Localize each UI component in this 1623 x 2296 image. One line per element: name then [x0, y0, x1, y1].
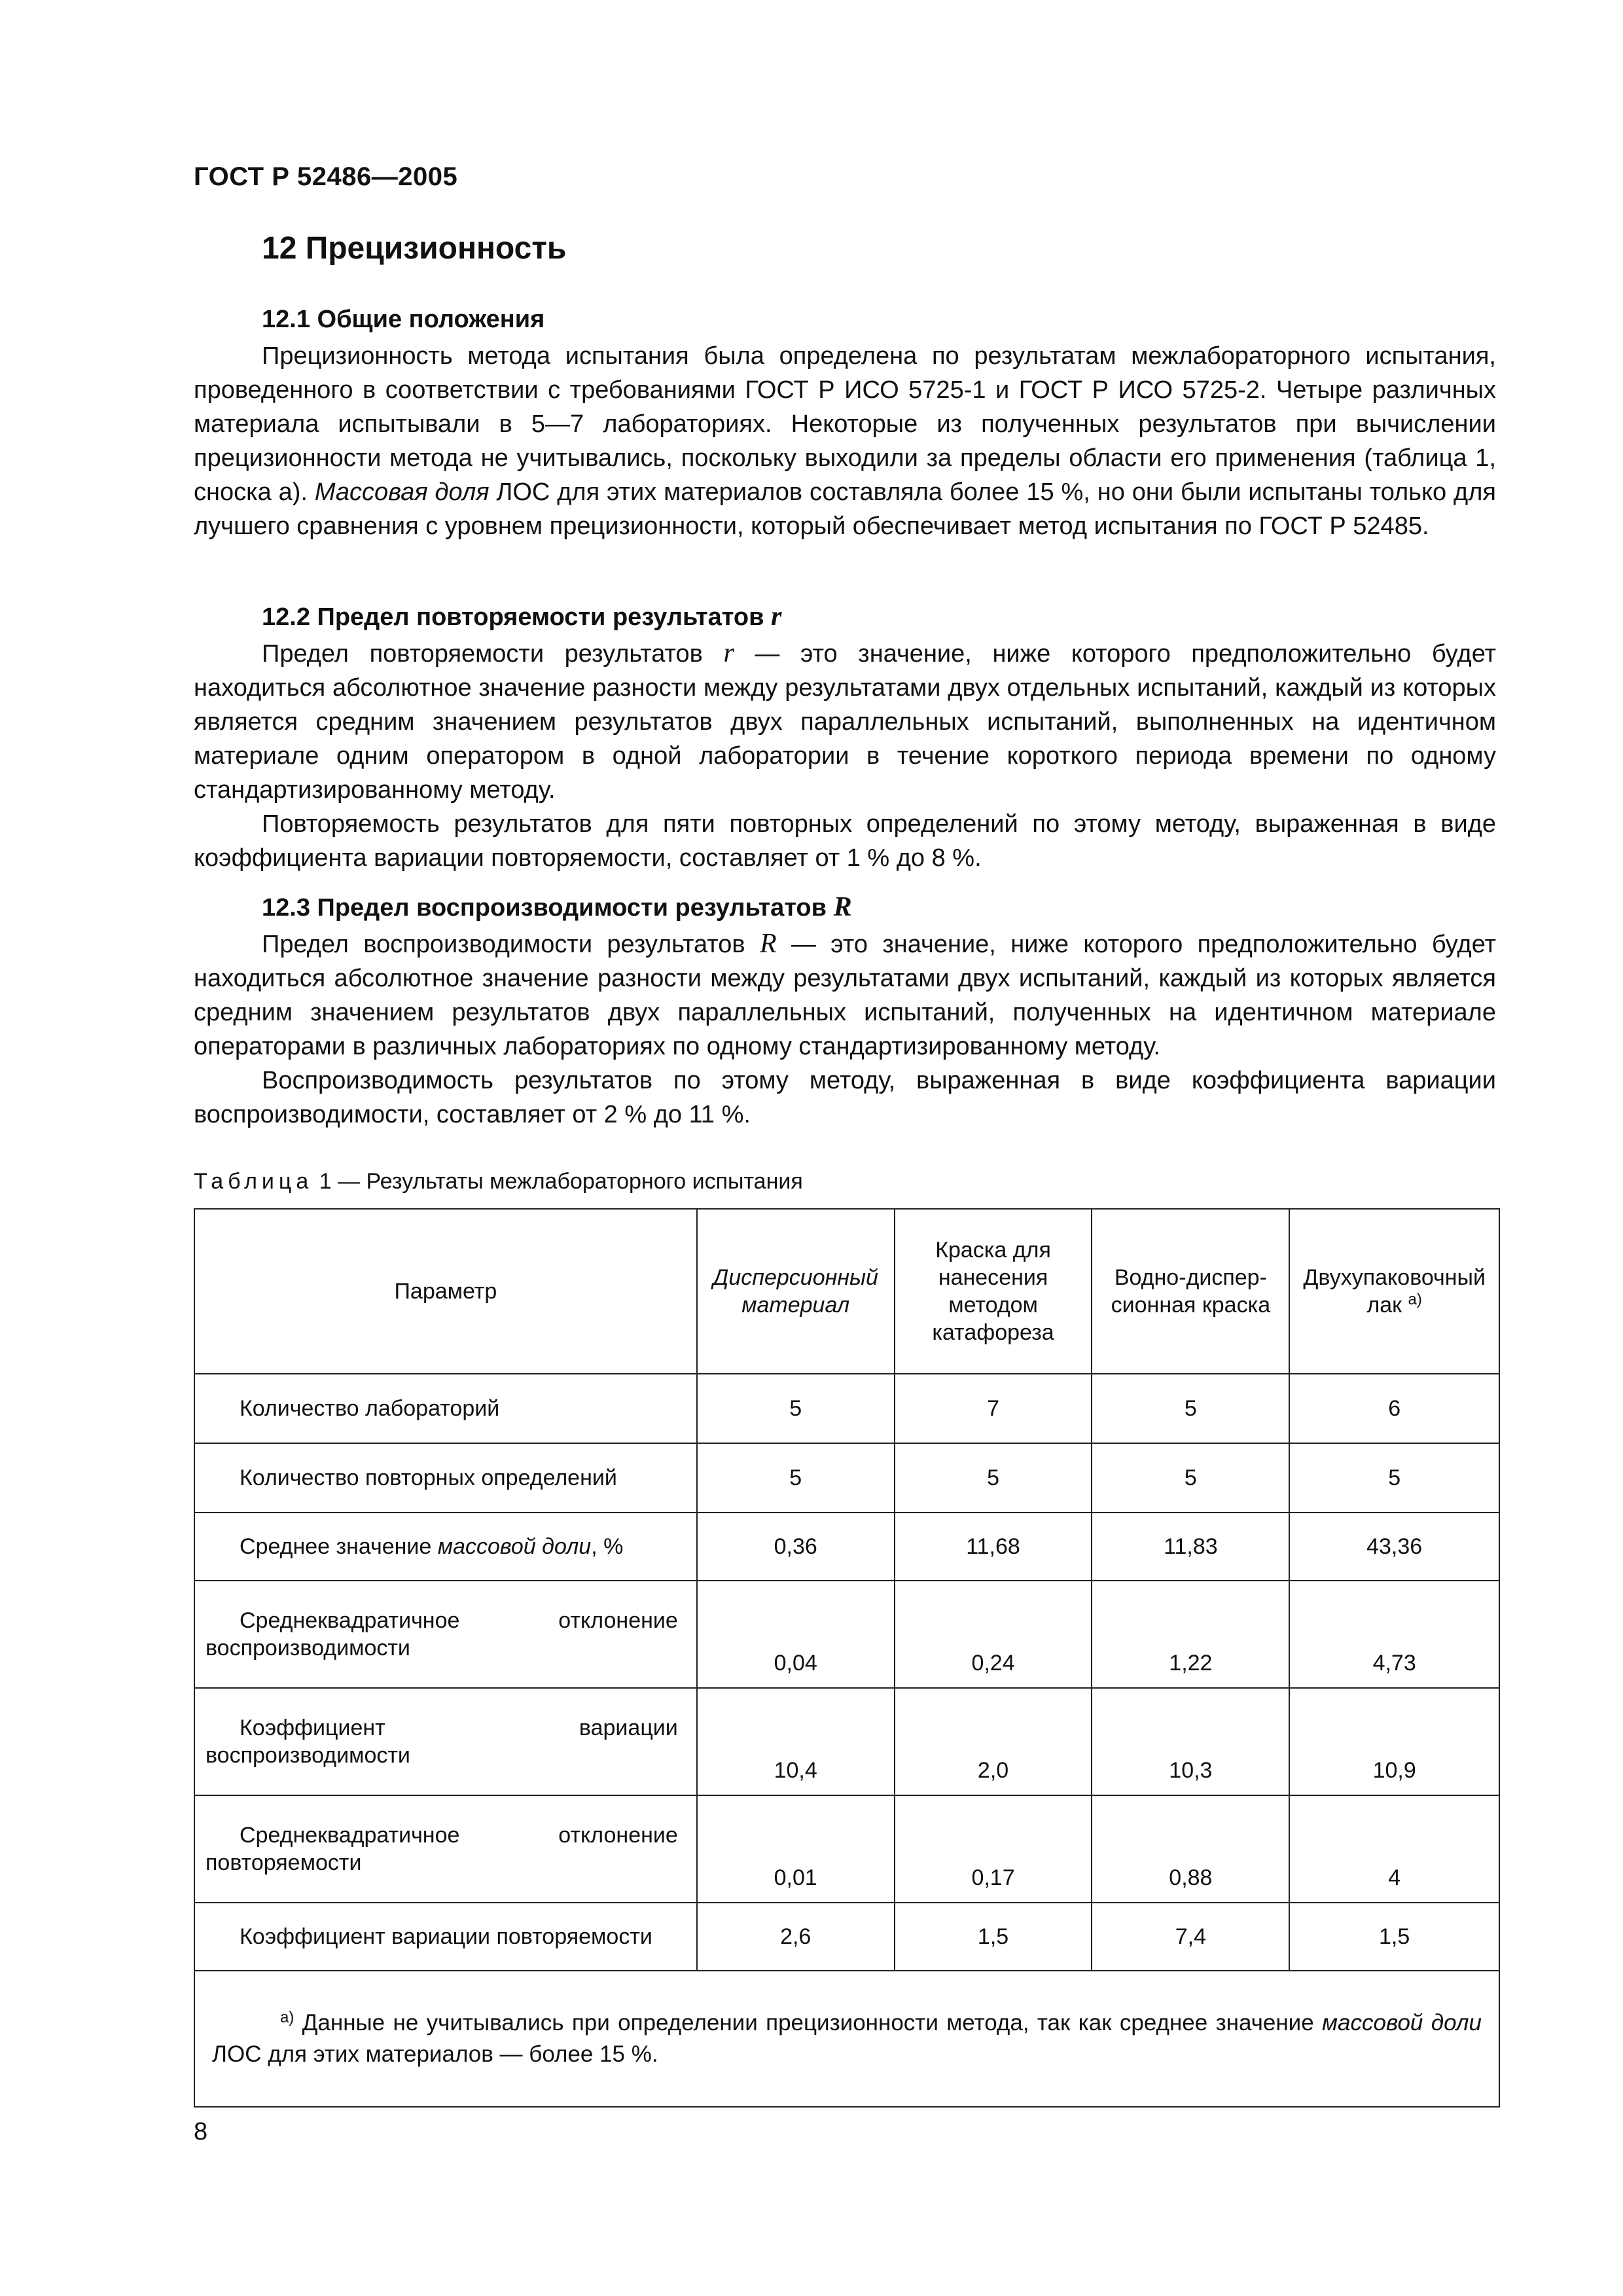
table-cell: 1,5 [895, 1903, 1092, 1971]
table-row [194, 1443, 1499, 1513]
table-cell: 0,01 [697, 1795, 895, 1903]
table-row [194, 1374, 1499, 1443]
table-cell: 0,17 [895, 1795, 1092, 1903]
page-number: 8 [194, 2118, 208, 2145]
table-cell: 1,5 [1289, 1903, 1499, 1971]
row-label: Коэффициент вариации повторяемости [194, 1903, 697, 1971]
paragraph-general: Прецизионность метода испытания была определена по результатам межлабораторного испытания, проведенного в соответствии с требованиями ГОСТ Р ИСО 5725-1 и ГОСТ Р ИСО 5725-2. Четыре различных материала испытывали в 5—7 лабораториях. Некоторые из полученных результатов при вычислении прецизионности метода не учитывались, поскольку выходили за пределы области его применения (таблица 1, сноска а). Массовая доля ЛОС для этих материалов составляла более 15 %, но они были испытаны только для лучшего сравнения с уровнем прецизионности, который обеспечивает метод испытания по ГОСТ Р 52485. [194, 342, 1496, 540]
table-cell: 0,24 [895, 1581, 1092, 1688]
table-cell: 5 [895, 1443, 1092, 1513]
table-row [194, 1581, 1499, 1688]
column-header-waterborne-paint: Водно-диспер-сионная краска [1092, 1209, 1289, 1374]
table-cell: 11,83 [1092, 1513, 1289, 1581]
table-cell: 7,4 [1092, 1903, 1289, 1971]
table-cell: 43,36 [1289, 1513, 1499, 1581]
row-label: Количество повторных определений [194, 1443, 697, 1513]
table-row [194, 1903, 1499, 1971]
table-header-row [194, 1209, 1499, 1374]
column-header-parameter: Параметр [194, 1209, 697, 1374]
table-cell: 2,6 [697, 1903, 895, 1971]
paragraph-reproducibility-value: Воспроизводимость результатов по этому методу, выраженная в виде коэффициента вариации воспроизводимости, составляет от 2 % до 11 %. [194, 1067, 1496, 1128]
table-cell: 5 [697, 1374, 895, 1443]
paragraph-repeatability-definition: Предел повторяемости результатов r — это значение, ниже которого предположительно будет находиться абсолютное значение разности между результатами двух отдельных испытаний, каждый из которых является средним значением результатов двух параллельных испытаний, выполненных на идентичном материале одним оператором в одной лаборатории в течение короткого периода времени по одному стандартизированному методу. [194, 638, 1496, 804]
table-cell: 7 [895, 1374, 1092, 1443]
column-header-cataphoresis-paint: Краска для нанесения методом катафореза [895, 1209, 1092, 1374]
section-12-3 [194, 888, 1496, 1132]
table-cell: 10,9 [1289, 1688, 1499, 1795]
row-label: Коэффициент вариации воспроизводимости [194, 1688, 697, 1795]
table-cell: 4,73 [1289, 1581, 1499, 1688]
subsection-heading-12-3: 12.3 Предел воспроизводимости результатов R [262, 892, 852, 922]
document-id: ГОСТ Р 52486—2005 [194, 162, 458, 191]
table-row [194, 1795, 1499, 1903]
subsection-heading-12-1: 12.1 Общие положения [262, 306, 545, 333]
results-table [194, 1208, 1500, 2108]
table-cell: 1,22 [1092, 1581, 1289, 1688]
paragraph-reproducibility-definition: Предел воспроизводимости результатов R — это значение, ниже которого предположительно будет находиться абсолютное значение разности между результатами двух испытаний, каждый из которых является средним значением результатов двух параллельных испытаний, полученных на идентичном материале операторами в различных лабораториях по одному стандартизированному методу. [194, 929, 1496, 1060]
table-cell: 10,3 [1092, 1688, 1289, 1795]
table-cell: 5 [1092, 1374, 1289, 1443]
paragraph-repeatability-value: Повторяемость результатов для пяти повторных определений по этому методу, выраженная в виде коэффициента вариации повторяемости, составляет от 1 % до 8 %. [194, 810, 1496, 872]
table-footnote: $^{а)}$ Данные не учитывались при определении прецизионности метода, так как среднее значение массовой доли ЛОС для этих материалов — более 15 %. [194, 1971, 1499, 2107]
table-cell: 6 [1289, 1374, 1499, 1443]
table-cell: 2,0 [895, 1688, 1092, 1795]
subsection-heading-12-2: 12.2 Предел повторяемости результатов r [262, 601, 782, 632]
row-label: Среднеквадратичное отклонение воспроизводимости [194, 1581, 697, 1688]
row-label: Количество лабораторий [194, 1374, 697, 1443]
table-footnote-row [194, 1971, 1499, 2107]
table-cell: 0,88 [1092, 1795, 1289, 1903]
section-12-2 [194, 597, 1496, 875]
column-header-dispersion-material: Дисперсионный материал [697, 1209, 895, 1374]
row-label: Среднеквадратичное отклонение повторяемости [194, 1795, 697, 1903]
row-label: Среднее значение массовой доли, % [194, 1513, 697, 1581]
table-cell: 5 [697, 1443, 895, 1513]
column-header-two-pack-varnish: Двухупаковочный лак $^{а)}$ [1289, 1209, 1499, 1374]
table-cell: 0,04 [697, 1581, 895, 1688]
table-cell: 10,4 [697, 1688, 895, 1795]
table-row [194, 1513, 1499, 1581]
table-cell: 0,36 [697, 1513, 895, 1581]
table-cell: 11,68 [895, 1513, 1092, 1581]
table-row [194, 1688, 1499, 1795]
section-title: 12 Прецизионность [262, 231, 567, 266]
table-cell: 5 [1289, 1443, 1499, 1513]
table-cell: 5 [1092, 1443, 1289, 1513]
section-12-1 [194, 300, 1496, 543]
table-caption: Таблица 1 — Результаты межлабораторного испытания [194, 1169, 803, 1194]
table-cell: 4 [1289, 1795, 1499, 1903]
